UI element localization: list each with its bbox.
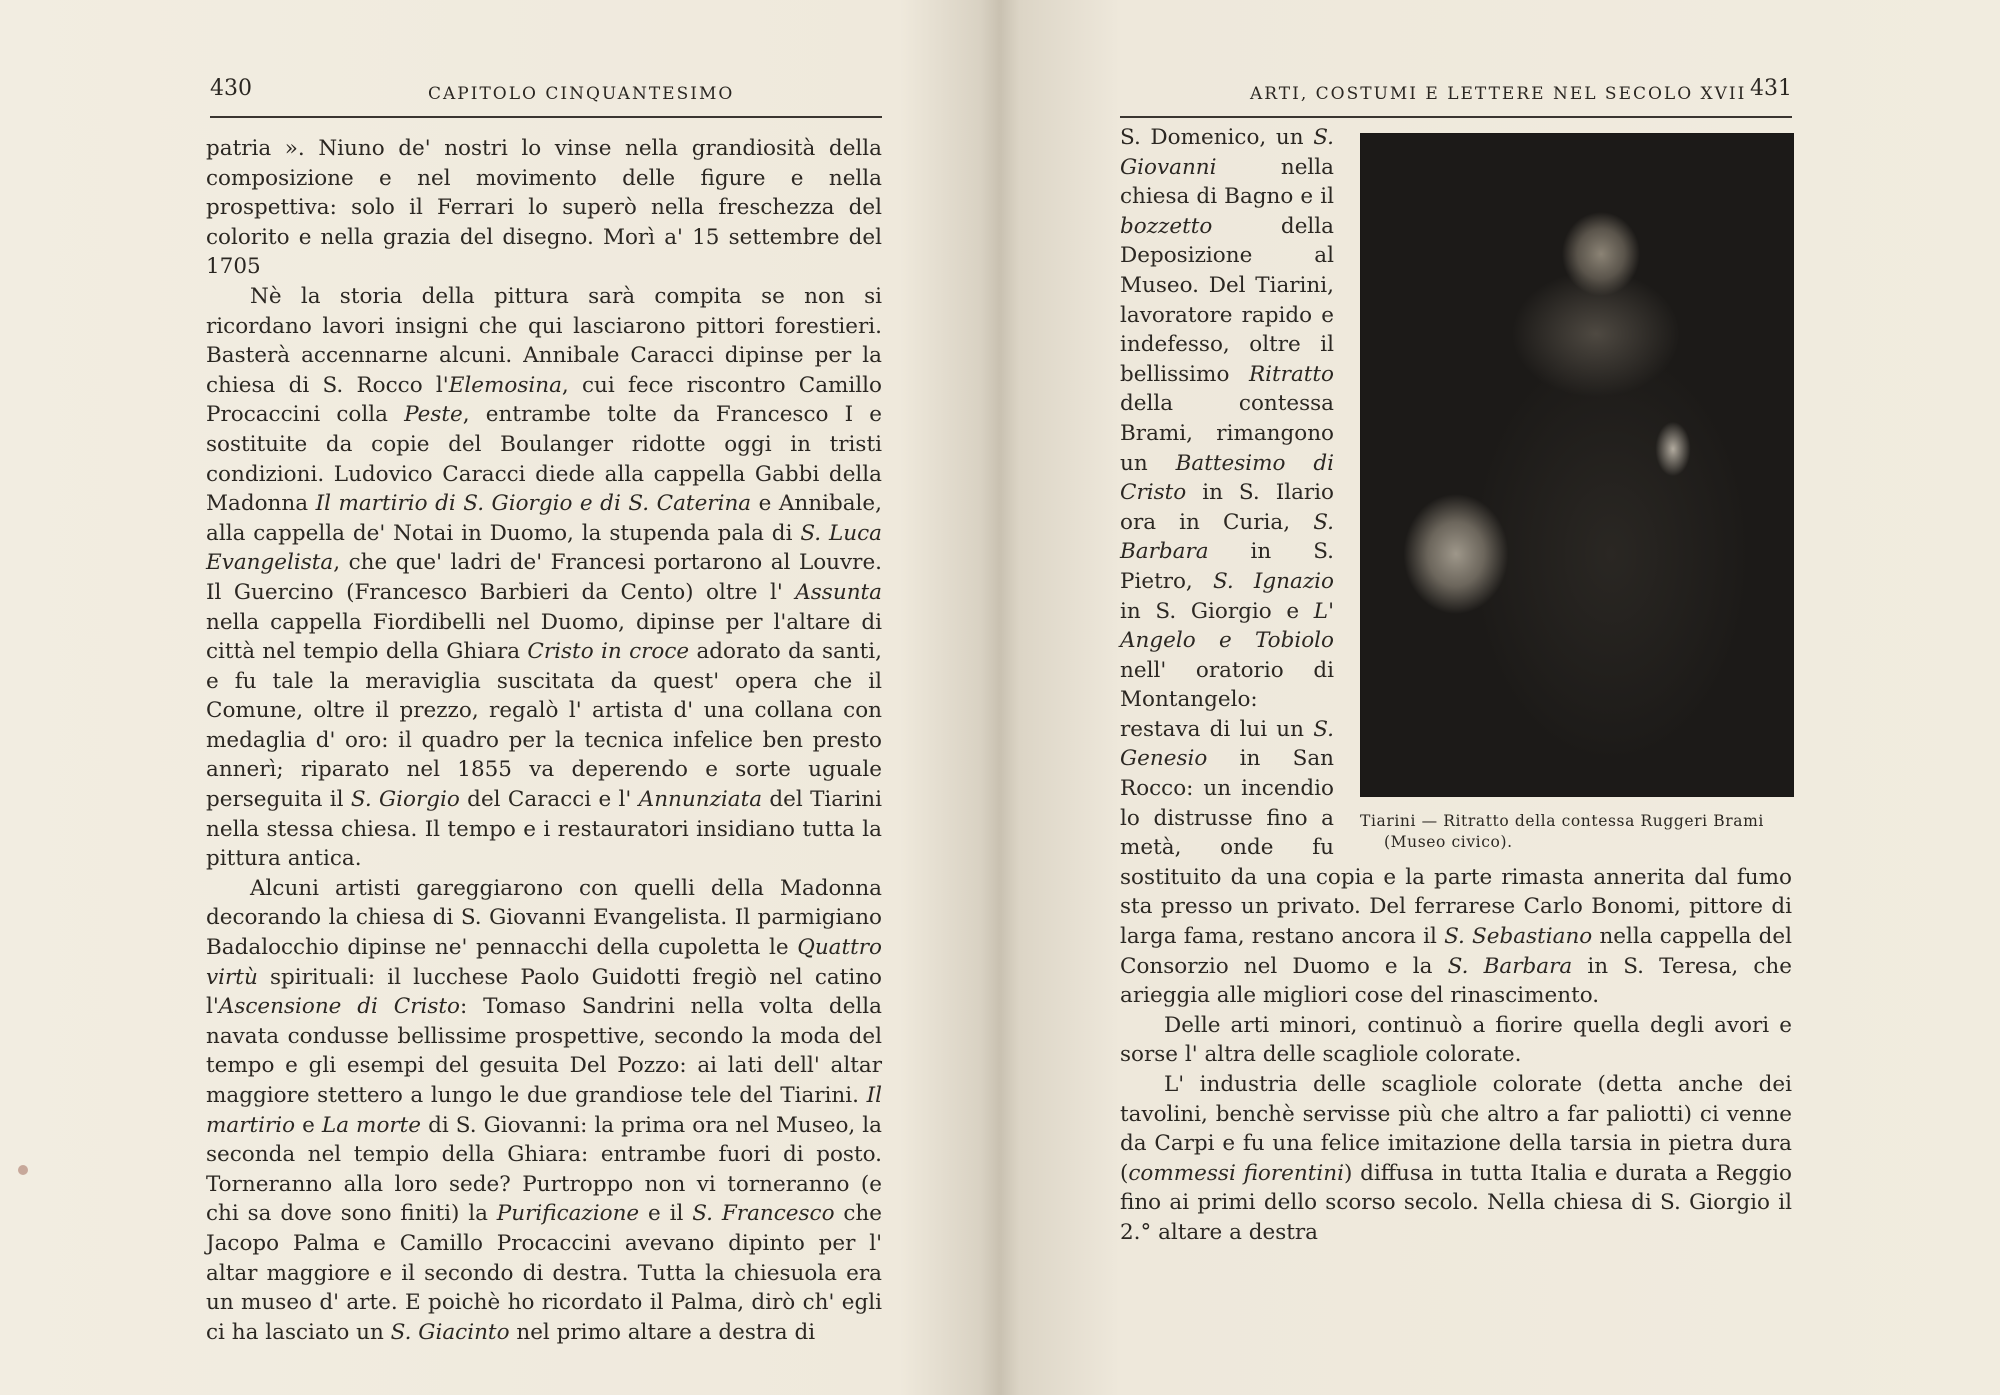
italic-title: Ritratto	[1248, 361, 1334, 387]
italic-title: S. Luca Evangelista	[206, 520, 882, 576]
text-run: e Annibale, alla cappella de' Notai in Duomo, la stupenda pala di	[206, 491, 882, 546]
portrait-figure	[1352, 133, 1792, 853]
right-header	[1120, 70, 1792, 118]
italic-title: S. Francesco	[692, 1201, 835, 1227]
italic-title: Ascensione di Cristo	[218, 994, 460, 1020]
text-run: adorato da santi, e fu tale la meraviglia suscitata da quest' opera che il Comune, oltre il prezzo, regalò l' artista d' una collana con medaglia d' oro: il quadro per la tecnica infelice ben presto annerì; riparato nel 1855 va deperendo e sorte uguale perseguita il	[206, 639, 882, 813]
italic-title: Elemosina	[448, 372, 562, 398]
text-run: S. Domenico, un	[1120, 125, 1314, 150]
italic-title: S. Sebastiano	[1444, 924, 1593, 950]
italic-title: Cristo in croce	[527, 639, 690, 665]
text-run: , cui fece riscontro Camillo Procaccini colla	[206, 372, 882, 428]
caption-subtext: (Museo civico).	[1384, 833, 1513, 851]
italic-title: Battesimo di Cristo	[1120, 450, 1334, 506]
right-page	[1000, 0, 2000, 1395]
text-run: Delle arti minori, continuò a fiorire quella degli avori e sorse l' altra delle scagliole colorate.	[1120, 1012, 1792, 1068]
italic-title: S. Giovanni	[1120, 125, 1334, 180]
text-run: della Deposizione al Museo. Del Tiarini, lavoratore rapido e indefesso, oltre il bellissimo	[1120, 213, 1334, 387]
left-page-number: 430	[210, 76, 252, 101]
italic-title: S. Barbara	[1447, 953, 1573, 979]
text-run: della contessa Brami, rimangono un	[1120, 391, 1334, 476]
text-run: in S. Teresa, che arieggia alle migliori cose del rinascimento.	[1120, 953, 1792, 1009]
right-page-number: 431	[1750, 76, 1792, 101]
italic-title: Assunta	[795, 579, 882, 605]
paragraph	[1120, 1070, 1792, 1248]
text-run: in S. Giorgio e	[1120, 598, 1314, 624]
figure-caption	[1360, 811, 1792, 853]
right-running-head: ARTI, COSTUMI E LETTERE NEL SECOLO XVII	[1250, 84, 1747, 104]
paper-stain	[18, 1165, 28, 1175]
italic-title: Purificazione	[496, 1201, 640, 1227]
italic-title: commessi fiorentini	[1128, 1160, 1344, 1186]
text-run: nella cappella Fiordibelli nel Duomo, dipinse per l'altare di città nel tempio della Ghiara	[206, 609, 882, 665]
italic-title: S. Giorgio	[350, 787, 460, 813]
text-run: in S. Ilario ora in Curia,	[1120, 480, 1334, 535]
italic-title: L' Angelo e Tobiolo	[1120, 598, 1334, 654]
right-body-text	[1120, 123, 1792, 1248]
italic-title: S. Ignazio	[1212, 568, 1334, 594]
left-body-text	[206, 134, 882, 1347]
italic-title: Peste	[404, 402, 463, 428]
text-run: nel primo altare a destra di	[509, 1319, 816, 1345]
text-run: di S. Giovanni: la prima ora nel Museo, la seconda nel tempio della Ghiara: entrambe fuori di posto. Torneranno alla loro sede? Purtroppo non vi torneranno (e chi sa dove sono finiti) la	[206, 1112, 882, 1227]
text-run: nella chiesa di Bagno e il	[1120, 154, 1334, 210]
text-run: : Tomaso Sandrini nella volta della navata condusse bellissime prospettive, secondo la moda del tempo e gli esempi del gesuita Del Pozzo: ai lati dell' altar maggiore stettero a lungo le due grandiose tele del Tiarini.	[206, 994, 882, 1108]
portrait-image	[1360, 133, 1794, 797]
text-run: spirituali: il lucchese Paolo Guidotti fregiò nel catino l'	[206, 964, 882, 1020]
italic-title: Quattro virtù	[206, 935, 882, 990]
text-run: in San Rocco: un incendio lo distrusse fino a metà, onde fu sostituito da una copia e la parte rimasta annerita dal fumo sta presso un privato. Del ferrarese Carlo Bonomi, pittore di larga fama, restano ancora il	[1120, 746, 1792, 950]
italic-title: Annunziata	[638, 787, 763, 813]
text-run: ) diffusa in tutta Italia e durata a Reggio fino ai primi dello scorso secolo. Nella chiesa di S. Giorgio il 2.° altare a destra	[1120, 1160, 1792, 1245]
paragraph	[206, 282, 882, 874]
left-running-head: CAPITOLO CINQUANTESIMO	[428, 84, 735, 104]
text-run: , entrambe tolte da Francesco I e sostituite da copie del Boulanger ridotte oggi in tristi condizioni. Ludovico Caracci diede alla cappella Gabbi della Madonna	[206, 402, 882, 517]
left-header	[210, 70, 882, 118]
text-run: , che que' ladri de' Francesi portarono al Louvre. Il Guercino (Francesco Barbieri da Cento) oltre l'	[206, 550, 882, 605]
text-run: patria ». Niuno de' nostri lo vinse nella grandiosità della composizione e nel movimento delle figure e nella prospettiva: solo il Ferrari lo superò nella freschezza del colorito e nella grazia del disegno. Morì a' 15 settembre del 1705	[206, 136, 882, 280]
caption-text: Tiarini — Ritratto della contessa Ruggeri Brami	[1360, 812, 1764, 830]
text-run: che Jacopo Palma e Camillo Procaccini avevano dipinto per l' altar maggiore e il secondo di destra. Tutta la chiesuola era un museo d' arte. E poichè ho ricordato il Palma, dirò ch' egli ci ha lasciato un	[206, 1201, 883, 1345]
text-run: del Caracci e l'	[459, 787, 639, 813]
italic-title: Il martirio	[206, 1083, 882, 1138]
text-run: Nè la storia della pittura sarà compita se non si ricordano lavori insigni che qui lasciarono pittori forestieri. Basterà accennarne alcuni. Annibale Caracci dipinse per la chiesa di S. Rocco l'	[206, 283, 882, 398]
text-run: del Tiarini nella stessa chiesa. Il tempo e i restauratori insidiano tutta la pittura antica.	[206, 787, 882, 872]
italic-title: S. Barbara	[1120, 509, 1334, 565]
italic-title: La morte	[321, 1112, 422, 1138]
text-run: nella cappella del Consorzio nel Duomo e la	[1120, 924, 1793, 979]
paragraph	[206, 874, 882, 1348]
text-run: e	[295, 1112, 322, 1138]
text-run: nell' oratorio di Montangelo: restava di lui un	[1120, 657, 1334, 742]
italic-title: bozzetto	[1120, 213, 1213, 239]
text-run: in S. Pietro,	[1120, 539, 1334, 594]
text-run: Alcuni artisti gareggiarono con quelli della Madonna decorando la chiesa di S. Giovanni Evangelista. Il parmigiano Badalocchio dipinse ne' pennacchi della cupoletta le	[206, 875, 882, 961]
paragraph	[1120, 1011, 1792, 1070]
italic-title: S. Giacinto	[390, 1319, 510, 1345]
italic-title: S. Genesio	[1120, 716, 1334, 772]
paragraph	[206, 134, 882, 282]
text-run: L' industria delle scagliole colorate (detta anche dei tavolini, benchè servisse più che altro a far paliotti) ci venne da Carpi e fu una felice imitazione della tarsia in pietra dura (	[1120, 1072, 1792, 1186]
italic-title: Il martirio di S. Giorgio e di S. Caterina	[315, 491, 752, 517]
text-run: e il	[639, 1201, 693, 1227]
